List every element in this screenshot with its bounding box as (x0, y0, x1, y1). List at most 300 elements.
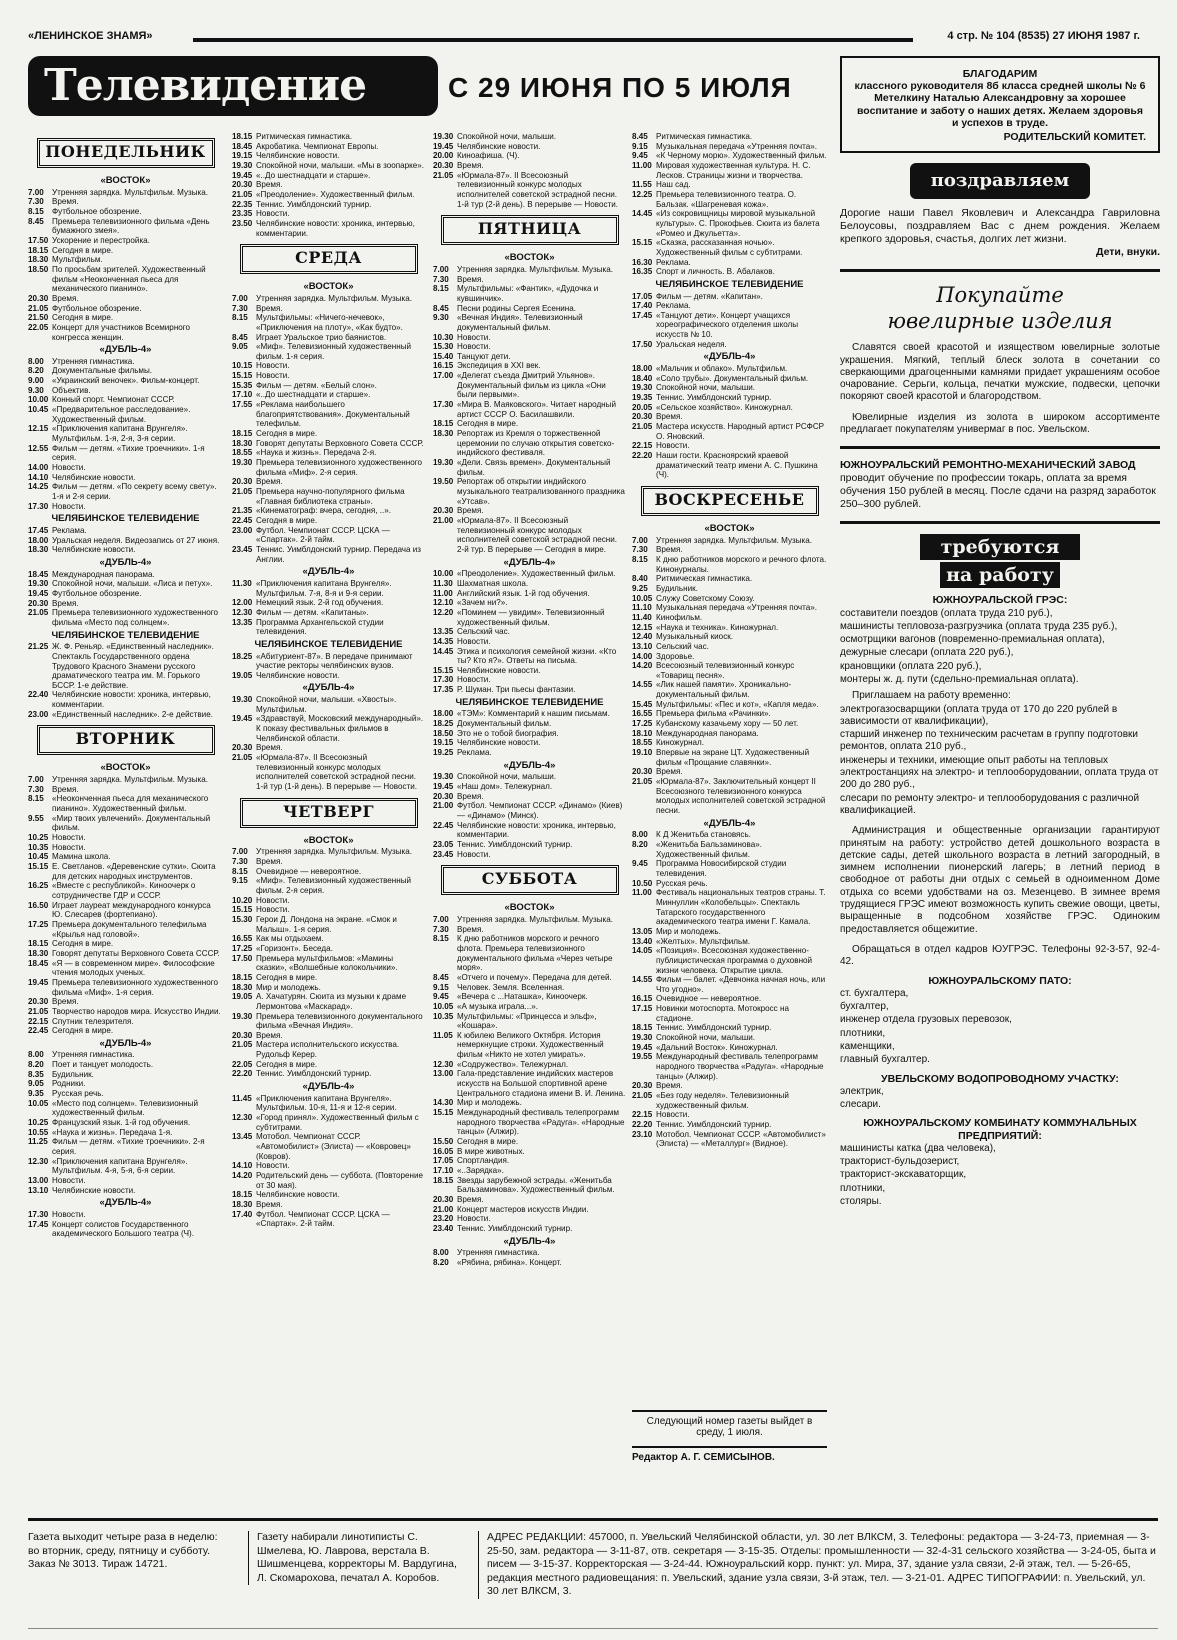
program-entry (632, 777, 827, 816)
congrats-banner: поздравляем (910, 163, 1090, 199)
program-time: 20.30 (632, 767, 653, 777)
program-entry (433, 419, 626, 429)
program-title: Русская речь. (656, 878, 708, 888)
program-entry (632, 412, 827, 422)
job-item: составители поездов (оплата труда 210 руб.), (840, 607, 1053, 619)
program-title: «Наука и жизнь». Передача 2-я. (256, 448, 377, 458)
program-title: Служу Советскому Союзу. (656, 593, 755, 603)
program-entry (232, 1060, 425, 1070)
program-time: 19.45 (28, 588, 49, 598)
program-title: Международный фестиваль телепрограмм народного творчества «Радуга». «Народные танцы» (Алжир). (457, 1108, 625, 1137)
program-entry (28, 366, 223, 376)
program-entry (232, 439, 425, 449)
program-entry (433, 1147, 626, 1157)
program-title: Конный спорт. Чемпионат СССР. (52, 395, 175, 405)
job-item: старший инженер по техническим расчетам в группу подготовки ремонтов, оплата 210 руб., (840, 729, 1138, 753)
wanted-banner-line-2: на работу (940, 562, 1060, 588)
program-title: Новости. (256, 371, 290, 381)
program-time: 9.45 (433, 992, 449, 1002)
program-title: Премьера телевизионного художественного фильма «Миф». 1-я серия. (52, 977, 218, 997)
program-title: Родительский день — субботa. (Повторение от 30 мая). (256, 1171, 424, 1190)
program-time: 21.05 (632, 422, 653, 432)
program-entry (232, 448, 425, 458)
program-title: Новости. (256, 209, 290, 219)
schedule-column-1 (28, 132, 223, 1487)
program-time: 19.10 (632, 748, 653, 758)
congrats-signature: Дети, внуки. (1095, 246, 1160, 259)
program-time: 18.15 (632, 1023, 653, 1033)
program-title: Реклама. (656, 301, 691, 311)
program-entry (632, 267, 827, 277)
plant-text: проводит обучение по профессии токарь, оплата за время обучения 150 рублей в месяц. После сдачи на разряд заработок 250–300 рублей. (840, 472, 1156, 511)
program-title: Концерт для участников Всемирного конгресса женщин. (52, 322, 191, 342)
program-entry (232, 992, 425, 1011)
program-title: Футбол. Чемпионат СССР. ЦСКА — «Спартак». 2-й тайм. (256, 1209, 390, 1229)
program-time: 8.00 (28, 356, 44, 366)
program-entry (28, 405, 223, 424)
program-entry (433, 352, 626, 362)
program-time: 19.30 (28, 579, 49, 589)
program-time: 19.25 (433, 748, 454, 758)
program-entry (433, 719, 626, 729)
program-time: 14.10 (28, 472, 49, 482)
program-time: 11.30 (232, 578, 252, 588)
program-time: 10.00 (433, 569, 454, 579)
channel-header: ЧЕЛЯБИНСКОЕ ТЕЛЕВИДЕНИЕ (655, 278, 804, 290)
program-entry (433, 772, 626, 782)
program-entry (28, 323, 223, 342)
program-title: «Вместе с республикой». Киноочерк о сотрудничестве ГДР и СССР. (52, 881, 196, 900)
program-title: «Приключения капитана Врунгеля». Мультфильм. 1-я, 2-я, 3-я серии. (52, 424, 188, 444)
program-entry (28, 197, 223, 207)
program-time: 21.05 (632, 777, 653, 787)
issue-info: 4 стр. № 104 (8535) 27 ИЮНЯ 1987 г. (947, 30, 1140, 42)
program-title: Акробатика. Чемпионат Европы. (256, 141, 379, 151)
program-entry (232, 608, 425, 618)
program-time: 7.00 (433, 914, 449, 924)
program-time: 17.30 (433, 400, 454, 410)
program-time: 9.15 (632, 141, 648, 151)
program-entry (632, 879, 827, 889)
typesetting-credits: Газету набирали линотиписты С. Шмелева, Ю. Лаврова, верстала В. Шишменцева, корректоры М. Вардугина, Л. Скомарохова, печатал А. Коробов. (248, 1531, 458, 1585)
program-entry (433, 1195, 626, 1205)
program-entry (28, 424, 223, 443)
congrats-text: Дорогие наши Павел Яковлевич и Александра Гавриловна Белоусовы, поздравляем Вас с днем рождения. Желаем крепкого здоровья, счастья, долгих лет жизни. (840, 207, 1160, 246)
program-entry (28, 833, 223, 843)
job-item: столяры. (840, 1195, 882, 1207)
divider (840, 269, 1160, 272)
program-entry (28, 536, 223, 546)
program-entry (632, 1023, 827, 1033)
program-entry (632, 555, 827, 574)
job-item: монтеры ж. д. пути (сдельно-премиальная оплата). (840, 673, 1079, 685)
program-entry (232, 1190, 425, 1200)
program-title: Новости. (256, 1161, 290, 1171)
program-entry (632, 584, 827, 594)
program-time: 18.45 (28, 958, 49, 968)
program-time: 8.15 (232, 313, 248, 323)
program-entry (28, 207, 223, 217)
program-time: 14.45 (632, 209, 653, 219)
day-schedule-friday (433, 253, 626, 859)
program-time: 15.15 (433, 1108, 454, 1118)
program-time: 19.15 (232, 151, 253, 161)
program-entry (632, 151, 827, 161)
program-entry (433, 477, 626, 506)
program-title: Утренняя зарядка. Мультфильм. Музыка. (256, 847, 413, 857)
program-time: 15.35 (232, 380, 253, 390)
program-title: Утренняя зарядка. Мультфильм. Музыка. (52, 187, 209, 197)
program-entry (433, 1258, 626, 1268)
program-entry (632, 888, 827, 927)
program-time: 14.05 (632, 946, 653, 956)
program-time: 17.10 (232, 390, 253, 400)
program-time: 17.10 (433, 1166, 454, 1175)
program-title: Фильм — детям. «Тихие троечники». 1-я серия. (52, 443, 205, 463)
program-title: Фильм — детям. «Капитаны». (256, 607, 369, 617)
program-title: Международная панорама. (52, 569, 155, 579)
program-title: «К Черному морю». Художественный фильм. (656, 151, 827, 161)
program-title: Спокойной ночи, малыши. «Хвосты». Мультфильм. (256, 695, 397, 714)
program-entry (28, 1026, 223, 1036)
program-entry (433, 738, 626, 748)
channel-header: «ДУБЛЬ-4» (99, 344, 152, 356)
program-entry (433, 992, 626, 1002)
program-title: Новости. (256, 895, 290, 905)
program-entry (232, 1171, 425, 1190)
program-entry (232, 954, 425, 973)
program-entry (433, 171, 626, 210)
program-time: 18.15 (232, 1190, 253, 1200)
day-header-friday: ПЯТНИЦА (441, 215, 619, 245)
program-time: 23.10 (632, 1129, 653, 1139)
program-time: 18.30 (433, 429, 454, 439)
program-time: 23.20 (433, 1214, 454, 1224)
program-entry (28, 862, 223, 881)
program-time: 11.00 (433, 588, 453, 598)
program-title: Ж. Ф. Реньяр. «Единственный наследник». Спектакль Государственного ордена Трудового Красного Знамени русского драматического театра им. М. Горького БССР. 1-е действие. (52, 642, 214, 690)
program-entry (232, 618, 425, 637)
program-time: 10.30 (433, 332, 454, 342)
program-title: Программа Архангельской студии телевидения. (256, 617, 384, 637)
publication-schedule: Газета выходит четыре раза в неделю: во вторник, среду, пятницу и субботу. Заказ № 3013. Тираж 14721. (28, 1531, 218, 1570)
program-time: 12.15 (632, 622, 653, 632)
program-title: Мотобол. Чемпионат СССР. «Автомобилист» (Элиста) — «Ковровец» (Ковров). (256, 1132, 411, 1161)
program-entry (28, 1176, 223, 1186)
day-header-thursday: ЧЕТВЕРГ (240, 798, 418, 828)
day-header-tuesday: ВТОРНИК (37, 725, 215, 755)
program-entry (232, 190, 425, 200)
program-time: 8.00 (433, 1248, 449, 1258)
program-title: Сегодня в мире. (256, 1059, 318, 1069)
program-title: Здоровье. (656, 651, 695, 661)
program-title: Экспедиция в XXI век. (457, 361, 541, 371)
program-entry (28, 852, 223, 862)
program-entry (28, 1118, 223, 1128)
program-title: Время. (457, 506, 484, 516)
program-title: Английский язык. 1-й год обучения. (457, 588, 590, 598)
program-title: Утренняя зарядка. Мультфильм. Музыка. (457, 264, 614, 274)
program-time: 19.45 (232, 170, 253, 180)
program-title: Сегодня в мире. (256, 972, 318, 982)
program-time: 11.05 (433, 1030, 453, 1040)
program-entry (632, 403, 827, 413)
program-time: 7.00 (632, 535, 648, 545)
gres-org: ЮЖНОУРАЛЬСКОЙ ГРЭС: (932, 594, 1068, 607)
program-title: «Сельское хозяйство». Киножурнал. (656, 402, 793, 412)
program-title: Премьера телевизионного театра. О. Бальзак. «Шагреневая кожа». (656, 189, 797, 209)
program-time: 23.45 (232, 544, 253, 554)
program-title: «А музыка играла...». (457, 1001, 539, 1011)
program-entry (232, 905, 425, 915)
program-title: А. Хачатурян. Сюита из музыки к драме Лермонтова «Маскарад». (256, 992, 407, 1011)
program-entry (232, 1094, 425, 1113)
program-entry (28, 376, 223, 386)
program-time: 10.50 (632, 878, 653, 888)
program-time: 10.25 (28, 1118, 49, 1128)
program-entry (433, 265, 626, 275)
program-title: Мультфильм. (52, 255, 103, 265)
program-title: Фильм — детям. «Белый слон». (256, 380, 377, 390)
program-title: Ритмическая гимнастика. (256, 132, 353, 141)
program-entry (433, 506, 626, 516)
program-title: Это не о тобой биография. (457, 728, 559, 738)
program-time: 7.00 (232, 293, 248, 303)
program-time: 22.45 (433, 820, 454, 830)
program-entry (433, 792, 626, 802)
program-time: 16.35 (632, 267, 653, 277)
program-time: 8.35 (28, 1069, 44, 1079)
program-time: 13.35 (232, 617, 253, 627)
program-entry (28, 545, 223, 555)
program-time: 18.30 (28, 545, 49, 555)
program-entry (232, 915, 425, 934)
tv-section-title: Телевидение (28, 56, 438, 116)
program-title: «Зачем ни?». (457, 598, 508, 608)
day-header-sunday: ВОСКРЕСЕНЬЕ (641, 486, 819, 516)
job-item: дежурные слесари (оплата 220 руб.), (840, 647, 1014, 659)
program-title: Челябинские новости. (457, 665, 541, 675)
program-title: Премьера телевизионного художественного фильма «Место под солнцем». (52, 608, 218, 627)
channel-header: ЧЕЛЯБИНСКОЕ ТЕЛЕВИДЕНИЕ (455, 696, 604, 708)
program-entry (632, 975, 827, 994)
program-title: К дню работников морского и речного флота. Кинонурналы. (656, 554, 827, 574)
program-time: 12.55 (28, 443, 49, 453)
program-entry (632, 680, 827, 699)
pato-jobs (840, 988, 1160, 1067)
program-title: Сельский час. (656, 641, 709, 651)
program-entry (433, 313, 626, 332)
program-title: Песни родины Сергея Есенина. (457, 303, 577, 313)
program-title: Футбольное обозрение. (52, 588, 142, 598)
program-title: Фильм — детям. «По секрету всему свету». 1-я и 2-я серии. (52, 482, 217, 501)
program-time: 19.55 (632, 1052, 653, 1062)
program-title: В мире животных. (457, 1146, 525, 1156)
job-item: слесари. (840, 1099, 881, 1110)
program-title: «Наука и техника». Киножурнал. (656, 622, 779, 632)
program-title: Ритмическая гимнастика. (656, 574, 753, 584)
program-entry (232, 545, 425, 564)
program-time: 21.05 (232, 487, 253, 496)
program-entry (433, 429, 626, 458)
job-item: машинисты катка (два человека), (840, 1142, 996, 1154)
program-title: Концерт солистов Государственного академического Большого театра (Ч). (52, 1219, 194, 1239)
program-time: 8.45 (28, 216, 44, 226)
channel-header: «ДУБЛЬ-4» (99, 1037, 152, 1049)
program-title: Новости. (457, 636, 491, 646)
program-entry (632, 642, 827, 652)
program-title: Челябинские новости. (256, 1190, 340, 1200)
program-entry (433, 275, 626, 285)
newspaper-name: «ЛЕНИНСКОЕ ЗНАМЯ» (28, 30, 153, 42)
program-title: По просьбам зрителей. Художественный фильм «Неоконченная пьеса для механического пианино». (52, 264, 206, 294)
program-entry (433, 925, 626, 935)
program-entry (232, 973, 425, 983)
program-time: 15.45 (632, 699, 653, 709)
day-header-monday: ПОНЕДЕЛЬНИК (37, 138, 215, 168)
program-title: «Предварительное расследование». Художественный фильм. (52, 405, 191, 424)
channel-header: «ДУБЛЬ-4» (302, 682, 355, 694)
program-time: 7.30 (433, 924, 449, 934)
program-entry (232, 142, 425, 152)
program-time: 7.30 (433, 274, 449, 284)
program-entry (232, 983, 425, 993)
program-time: 14.10 (232, 1161, 253, 1171)
schedule-column-3 (433, 132, 626, 1487)
program-time: 22.15 (632, 441, 653, 451)
program-time: 14.20 (632, 661, 653, 671)
program-title: «Наука и жизнь». Передача 1-я. (52, 1127, 173, 1137)
program-title: «Дели. Связь времен». Документальный фильм. (457, 458, 611, 477)
program-time: 18.25 (232, 651, 253, 661)
program-entry (632, 161, 827, 180)
program-entry (433, 748, 626, 758)
program-entry (632, 927, 827, 937)
program-title: Спокойной ночи, малыши. «Мы в зоопарке». (256, 160, 425, 170)
program-time: 9.15 (433, 982, 449, 992)
program-entry (28, 608, 223, 627)
program-time: 17.25 (632, 719, 653, 729)
program-entry (632, 1091, 827, 1110)
program-entry (433, 1012, 626, 1031)
gres-benefits: Администрация и общественные организации гарантируют принятым на работу: устройство детей дошкольного возраста в детские сады, детей школьного возраста в летний загородный, в зимнем исполнении пионерский лагерь; в летний период в свободное от работы дни отдых с семьей в одноименном Доме отдыха со всеми удобствами на оз. Мезенцево. В зимнее время трудящиеся ГРЭС имеют возможность купить свежие овощи, цветы, выращенные в подсобном хозяйстве ГРЭС. Одиноким предоставляется общежитие. (840, 825, 1160, 935)
program-title: «Танцуют дети». Концерт учащихся хореографического отделения школы искусств № 10. (656, 310, 799, 340)
program-entry (232, 516, 425, 526)
program-title: Время. (457, 160, 484, 170)
program-title: Киноафиша. (Ч). (457, 151, 520, 161)
job-item: тракторист-экскаваторщик, (840, 1169, 967, 1181)
jewelry-title-1: Покупайте (936, 283, 1064, 308)
program-time: 12.30 (28, 1156, 49, 1166)
program-time: 19.15 (433, 738, 454, 748)
program-time: 19.45 (433, 782, 454, 792)
program-title: Будильник. (52, 1069, 94, 1079)
program-entry (632, 738, 827, 748)
program-time: 11.30 (433, 578, 453, 588)
program-entry (433, 161, 626, 171)
program-time: 17.30 (433, 675, 454, 685)
channel-header: «ВОСТОК» (303, 281, 354, 293)
program-entry (232, 313, 425, 332)
program-entry (632, 422, 827, 441)
program-time: 20.30 (232, 477, 253, 487)
program-title: Новинки мотоспорта. Мотокросс на стадионе. (656, 1004, 789, 1023)
program-title: Говорят депутаты Верховного Совета СССР. (256, 438, 424, 448)
program-entry (28, 255, 223, 265)
program-title: «Дальний Восток». Киножурнал. (656, 1042, 778, 1052)
program-title: Танцуют дети. (457, 351, 511, 361)
program-entry (433, 915, 626, 925)
program-title: Премьера фильма «Рачинки». (656, 709, 771, 719)
program-entry (433, 608, 626, 627)
program-entry (632, 946, 827, 975)
program-time: 21.00 (433, 801, 454, 811)
program-time: 23.35 (232, 209, 253, 219)
program-time: 18.45 (232, 141, 253, 151)
program-title: Премьера телевизионного художественного фильма «Миф». 2-я серия. (256, 458, 422, 477)
program-time: 18.15 (433, 1175, 454, 1185)
program-entry (433, 1214, 626, 1224)
program-title: Новости. (656, 441, 690, 451)
program-title: Новости. (52, 833, 86, 843)
program-time: 23.00 (232, 525, 253, 535)
program-entry (433, 516, 626, 555)
program-title: Спорт и личность. В. Абалаков. (656, 267, 775, 277)
divider (840, 521, 1160, 524)
program-entry (232, 381, 425, 391)
program-time: 7.00 (28, 187, 44, 197)
program-time: 18.00 (28, 535, 49, 545)
program-time: 9.35 (28, 1089, 44, 1099)
program-entry (232, 579, 425, 598)
program-time: 21.00 (433, 1204, 454, 1214)
program-title: Творчество народов мира. Искусство Индии. (52, 1006, 221, 1016)
program-time: 18.10 (632, 728, 653, 738)
program-time: 18.30 (28, 948, 49, 958)
program-time: 17.55 (232, 400, 253, 410)
channel-header: «ДУБЛЬ-4» (503, 1235, 556, 1247)
program-title: «Миф». Телевизионный художественный фильм. 1-я серия. (256, 342, 412, 361)
program-entry (232, 944, 425, 954)
program-entry (28, 794, 223, 813)
program-entry (632, 830, 827, 840)
program-entry (232, 333, 425, 343)
program-title: «Из сокровищницы мировой музыкальной культуры». С. Прокофьев. Сюита из балета «Ромео и Джульетта». (656, 209, 820, 238)
program-entry (433, 342, 626, 352)
program-title: «Позиция». Всесоюзная художественно-публицистическая программа о духовной жизни человека. Открытие цикла. (656, 946, 813, 975)
program-entry (232, 1040, 425, 1059)
program-time: 20.30 (632, 1081, 653, 1091)
program-title: Спокойной ночи, малыши. (656, 1033, 756, 1043)
program-time: 22.20 (632, 451, 653, 460)
program-title: Мотобол. Чемпионат СССР. «Автомобилист» (Элиста) — «Металлург» (Видное). (656, 1129, 826, 1149)
program-time: 18.55 (232, 448, 253, 458)
day-schedule-tuesday-cont (232, 132, 425, 238)
program-title: «Лик нашей памяти». Хроникально-документальный фильм. (656, 680, 792, 700)
schedule-column-4 (632, 132, 827, 1402)
program-time: 9.30 (433, 313, 449, 323)
program-time: 20.30 (632, 412, 653, 422)
program-entry (632, 142, 827, 152)
program-entry (632, 661, 827, 680)
program-time: 8.15 (632, 554, 648, 564)
program-title: Теннис. Уимблдонский турнир. (656, 1120, 772, 1129)
job-item: крановщики (оплата 220 руб.), (840, 660, 982, 672)
program-entry (232, 1069, 425, 1079)
program-time: 20.00 (433, 151, 454, 161)
tv-date-range: С 29 ИЮНЯ ПО 5 ИЮЛЯ (448, 72, 792, 103)
channel-header: «ВОСТОК» (504, 902, 555, 914)
